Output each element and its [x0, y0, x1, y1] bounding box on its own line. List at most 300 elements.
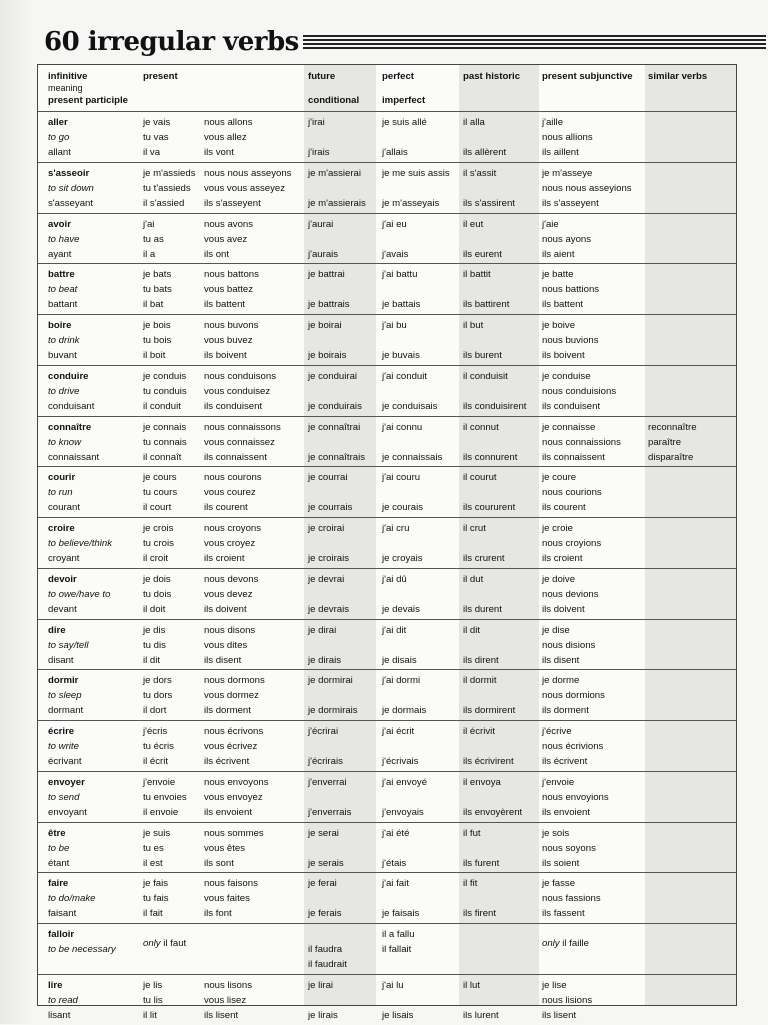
header-present-subjunctive: present subjunctive	[542, 71, 633, 82]
header-past-historic: past historic	[463, 71, 521, 82]
past-historic-plural: ils s'assirent	[463, 197, 515, 209]
present-plural-2: vous connaissez	[204, 436, 275, 448]
subjunctive-1: je dise	[542, 624, 570, 636]
verb-imperfect: je croyais	[382, 553, 423, 564]
verb-meaning: to drive	[48, 385, 80, 397]
verb-conditional: j'aurais	[308, 248, 339, 260]
verb-row	[38, 872, 736, 923]
subjunctive-3: ils écrivent	[542, 756, 588, 767]
verb-row	[38, 974, 736, 1025]
verb-future: j'enverrai	[308, 776, 347, 788]
verb-conditional: je dirais	[308, 654, 342, 666]
verb-imperfect: il fallait	[382, 944, 412, 955]
verb-future: je ferai	[308, 878, 337, 890]
subjunctive-1: je croie	[542, 523, 573, 534]
subjunctive-2: nous croyions	[542, 538, 602, 549]
present-plural-2: vous faites	[204, 893, 250, 905]
verb-imperfect: je faisais	[382, 908, 420, 920]
verb-participle: courant	[48, 502, 80, 514]
verb-row	[38, 669, 736, 720]
verb-future: je courrai	[308, 472, 348, 484]
past-historic-singular: il écrivit	[463, 726, 495, 737]
present-plural-3: ils écrivent	[204, 756, 250, 767]
present-plural-2: vous buvez	[204, 335, 253, 346]
present-singular-2: tu dors	[143, 690, 173, 702]
verb-conditional: je battrais	[308, 299, 350, 311]
verb-row	[38, 923, 736, 974]
present-singular-2: tu fais	[143, 893, 169, 905]
verb-infinitive: croire	[48, 523, 75, 534]
subjunctive-2: nous battions	[542, 284, 600, 296]
header-present-participle: present participle	[48, 95, 128, 106]
subjunctive-1: j'envoie	[542, 776, 575, 788]
verb-meaning: to say/tell	[48, 639, 89, 651]
verb-infinitive: avoir	[48, 218, 71, 230]
present-singular-3: il conduit	[143, 400, 181, 412]
verb-imperfect: j'étais	[382, 857, 407, 869]
present-plural-2: vous croyez	[204, 538, 256, 549]
verb-perfect: il a fallu	[382, 929, 415, 940]
subjunctive-3: ils connaissent	[542, 451, 605, 463]
present-singular-1: je bats	[143, 269, 172, 281]
present-plural-2: vous avez	[204, 233, 248, 245]
present-only-prefix: only	[143, 938, 161, 949]
present-plural-2: vous devez	[204, 588, 253, 600]
verb-imperfect: j'envoyais	[382, 806, 424, 818]
verb-meaning: to go	[48, 132, 70, 143]
present-singular-1: j'ai	[143, 218, 155, 230]
verb-perfect: j'ai eu	[382, 218, 407, 230]
verb-row	[38, 314, 736, 365]
verb-imperfect: je conduisais	[382, 400, 438, 412]
verb-future: je serai	[308, 827, 339, 839]
present-singular-3: il dort	[143, 705, 167, 717]
past-historic-singular: il fut	[463, 827, 481, 839]
verb-conditional: il faudrait	[308, 959, 347, 970]
verb-participle: étant	[48, 857, 70, 869]
subjunctive-3: ils soient	[542, 857, 580, 869]
present-plural-1: nous lisons	[204, 979, 252, 991]
verb-conditional: j'enverrais	[308, 806, 352, 818]
present-singular-3: il s'assied	[143, 197, 185, 209]
page-title: 60 irregular verbs	[44, 27, 299, 57]
verb-infinitive: faire	[48, 878, 69, 890]
verb-conditional: je m'assierais	[308, 197, 366, 209]
verb-perfect: j'ai cru	[382, 523, 410, 534]
verb-meaning: to beat	[48, 284, 78, 296]
subjunctive-3: ils s'asseyent	[542, 197, 599, 209]
present-plural-2: vous dites	[204, 639, 248, 651]
past-historic-singular: il lut	[463, 979, 481, 991]
present-plural-1: nous croyons	[204, 523, 262, 534]
verb-row	[38, 619, 736, 670]
present-plural-3: ils connaissent	[204, 451, 267, 463]
past-historic-singular: il but	[463, 320, 484, 331]
present-plural-1: nous connaissons	[204, 421, 281, 433]
past-historic-plural: ils écrivirent	[463, 756, 514, 767]
present-singular-2: tu t'assieds	[143, 182, 191, 194]
verb-participle: disant	[48, 654, 74, 666]
verb-participle: s'asseyant	[48, 197, 94, 209]
verb-infinitive: connaître	[48, 421, 92, 433]
subjunctive-3: ils fassent	[542, 908, 585, 920]
present-singular-3: il va	[143, 147, 161, 158]
subjunctive-3: ils aient	[542, 248, 575, 260]
subjunctive-1: je batte	[542, 269, 574, 281]
present-plural-1: nous conduisons	[204, 370, 277, 382]
past-historic-plural: ils dirent	[463, 654, 499, 666]
verb-row	[38, 720, 736, 771]
present-plural-1: nous allons	[204, 117, 253, 128]
subjunctive-3: ils boivent	[542, 350, 585, 361]
verb-perfect: j'ai envoyé	[382, 776, 428, 788]
past-historic-singular: il dit	[463, 624, 481, 636]
verb-table	[37, 64, 737, 1021]
verb-participle: croyant	[48, 553, 80, 564]
subjunctive-2: nous fassions	[542, 893, 601, 905]
present-plural-2: vous lisez	[204, 994, 247, 1006]
verb-imperfect: je devais	[382, 603, 420, 615]
verb-participle: faisant	[48, 908, 77, 920]
present-plural-1: nous dormons	[204, 675, 265, 687]
past-historic-plural: ils furent	[463, 857, 500, 869]
subjunctive-3: ils envoient	[542, 806, 590, 818]
subjunctive-2: nous allions	[542, 132, 593, 143]
verb-perfect: j'ai été	[382, 827, 410, 839]
past-historic-plural: ils allèrent	[463, 147, 507, 158]
present-singular-3: il écrit	[143, 756, 169, 767]
past-historic-singular: il fit	[463, 878, 478, 890]
verb-infinitive: dormir	[48, 675, 79, 687]
verb-conditional: je devrais	[308, 603, 350, 615]
verb-row	[38, 517, 736, 568]
similar-verb-3: disparaître	[648, 451, 694, 463]
past-historic-singular: il s'assit	[463, 167, 497, 179]
present-plural-2: vous écrivez	[204, 741, 258, 752]
verb-row	[38, 111, 736, 162]
present-singular-2: tu bois	[143, 335, 172, 346]
subjunctive-1: je lise	[542, 979, 567, 991]
verb-infinitive: lire	[48, 979, 63, 991]
verb-perfect: je me suis assis	[382, 167, 450, 179]
present-singular-1: je lis	[143, 979, 163, 991]
present-singular-2: tu cours	[143, 487, 178, 499]
verb-meaning: to drink	[48, 335, 80, 346]
present-plural-2: vous envoyez	[204, 791, 263, 803]
verb-conditional: je courrais	[308, 502, 353, 514]
present-only	[143, 936, 186, 951]
verb-row	[38, 365, 736, 416]
verb-perfect: j'ai couru	[382, 472, 421, 484]
subjunctive-2: nous nous asseyions	[542, 182, 632, 194]
verb-infinitive: dire	[48, 624, 66, 636]
verb-meaning: to read	[48, 994, 78, 1006]
present-singular-3: il bat	[143, 299, 164, 311]
verb-perfect: j'ai dit	[382, 624, 407, 636]
present-plural-1: nous devons	[204, 573, 259, 585]
verb-participle: conduisant	[48, 400, 95, 412]
header-meaning: meaning	[48, 83, 83, 93]
verb-imperfect: je connaissais	[382, 451, 443, 463]
past-historic-singular: il dormit	[463, 675, 497, 687]
verb-conditional: j'irais	[308, 147, 330, 158]
present-singular-2: tu conduis	[143, 385, 187, 397]
header-similar-verbs: similar verbs	[648, 71, 708, 82]
verb-future: je battrai	[308, 269, 345, 281]
subjunctive-only-prefix: only	[542, 938, 560, 949]
past-historic-singular: il crut	[463, 523, 486, 534]
verb-future: il faudra	[308, 944, 343, 955]
present-plural-2: vous allez	[204, 132, 247, 143]
present-singular-1: j'écris	[143, 726, 168, 737]
subjunctive-3: ils dorment	[542, 705, 589, 717]
verb-imperfect: j'allais	[382, 147, 408, 158]
present-singular-1: je suis	[143, 827, 171, 839]
present-singular-3: il a	[143, 248, 156, 260]
present-only-form: il faut	[163, 938, 187, 949]
present-singular-3: il dit	[143, 654, 161, 666]
past-historic-singular: il dut	[463, 573, 484, 585]
verb-participle: buvant	[48, 350, 77, 361]
verb-future: je connaîtrai	[308, 421, 361, 433]
present-plural-3: ils doivent	[204, 603, 247, 615]
present-singular-1: je dors	[143, 675, 172, 687]
subjunctive-3: ils aillent	[542, 147, 579, 158]
present-singular-2: tu vas	[143, 132, 169, 143]
present-singular-3: il court	[143, 502, 172, 514]
past-historic-singular: il alla	[463, 117, 485, 128]
past-historic-plural: ils burent	[463, 350, 502, 361]
verb-future: je conduirai	[308, 370, 358, 382]
verb-infinitive: s'asseoir	[48, 167, 90, 179]
present-plural-3: ils conduisent	[204, 400, 263, 412]
present-plural-1: nous faisons	[204, 878, 258, 890]
verb-imperfect: je courais	[382, 502, 424, 514]
verb-meaning: to be necessary	[48, 944, 116, 955]
present-plural-3: ils ont	[204, 248, 230, 260]
verb-infinitive: falloir	[48, 929, 75, 940]
verb-participle: écrivant	[48, 756, 82, 767]
header-conditional: conditional	[308, 95, 360, 106]
verb-conditional: je croirais	[308, 553, 350, 564]
verb-meaning: to sleep	[48, 690, 82, 702]
verb-perfect: j'ai conduit	[382, 370, 428, 382]
present-singular-3: il envoie	[143, 806, 179, 818]
verb-perfect: j'ai lu	[382, 979, 404, 991]
past-historic-plural: ils coururent	[463, 502, 516, 514]
verb-conditional: je dormirais	[308, 705, 358, 717]
verb-infinitive: conduire	[48, 370, 89, 382]
verb-conditional: je boirais	[308, 350, 347, 361]
similar-verb-1: reconnaître	[648, 421, 697, 433]
past-historic-plural: ils crurent	[463, 553, 505, 564]
verb-perfect: j'ai bu	[382, 320, 407, 331]
subjunctive-1: j'écrive	[542, 726, 572, 737]
header-infinitive: infinitive	[48, 71, 88, 82]
present-singular-3: il boit	[143, 350, 166, 361]
past-historic-plural: ils battirent	[463, 299, 510, 311]
present-plural-1: nous nous asseyons	[204, 167, 292, 179]
verb-infinitive: devoir	[48, 573, 77, 585]
present-singular-2: tu dis	[143, 639, 166, 651]
subjunctive-2: nous connaissions	[542, 436, 621, 448]
subjunctive-3: ils courent	[542, 502, 586, 514]
verb-meaning: to run	[48, 487, 73, 499]
subjunctive-1: je connaisse	[542, 421, 596, 433]
past-historic-plural: ils connurent	[463, 451, 518, 463]
present-plural-1: nous envoyons	[204, 776, 269, 788]
verb-future: je lirai	[308, 979, 334, 991]
page-header	[44, 24, 766, 60]
present-singular-3: il connaît	[143, 451, 182, 463]
subjunctive-1: j'aille	[542, 117, 564, 128]
verb-future: j'aurai	[308, 218, 334, 230]
subjunctive-2: nous ayons	[542, 233, 592, 245]
verb-conditional: je serais	[308, 857, 344, 869]
present-plural-3: ils dorment	[204, 705, 251, 717]
verb-imperfect: je lisais	[382, 1009, 414, 1021]
verb-infinitive: écrire	[48, 726, 75, 737]
present-singular-1: je m'assieds	[143, 167, 196, 179]
verb-row	[38, 162, 736, 213]
subjunctive-3: ils disent	[542, 654, 580, 666]
present-singular-2: tu dois	[143, 588, 172, 600]
header-perfect: perfect	[382, 71, 414, 82]
subjunctive-2: nous devions	[542, 588, 599, 600]
table-header	[38, 65, 736, 111]
verb-conditional: je connaîtrais	[308, 451, 366, 463]
subjunctive-2: nous courions	[542, 487, 602, 499]
subjunctive-3: ils croient	[542, 553, 583, 564]
present-plural-3: ils vont	[204, 147, 234, 158]
verb-meaning: to send	[48, 791, 80, 803]
present-singular-1: je bois	[143, 320, 171, 331]
verb-perfect: j'ai écrit	[382, 726, 415, 737]
past-historic-plural: ils dormirent	[463, 705, 516, 717]
verb-participle: dormant	[48, 705, 84, 717]
present-singular-1: je dis	[143, 624, 166, 636]
verb-meaning: to believe/think	[48, 538, 112, 549]
verb-imperfect: je buvais	[382, 350, 420, 361]
verb-meaning: to do/make	[48, 893, 96, 905]
verb-future: je m'assierai	[308, 167, 362, 179]
verb-row	[38, 466, 736, 517]
verb-infinitive: envoyer	[48, 776, 85, 788]
verb-participle: envoyant	[48, 806, 87, 818]
verb-conditional: j'écrirais	[308, 756, 343, 767]
past-historic-singular: il conduisit	[463, 370, 508, 382]
verb-participle: connaissant	[48, 451, 100, 463]
subjunctive-1: je dorme	[542, 675, 580, 687]
past-historic-singular: il battit	[463, 269, 491, 281]
present-plural-1: nous battons	[204, 269, 259, 281]
verb-future: j'écrirai	[308, 726, 339, 737]
past-historic-plural: ils firent	[463, 908, 497, 920]
verb-conditional: je conduirais	[308, 400, 362, 412]
present-singular-3: il est	[143, 857, 163, 869]
verb-row	[38, 213, 736, 264]
present-plural-2: vous vous asseyez	[204, 182, 286, 194]
subjunctive-1: je coure	[542, 472, 577, 484]
verb-imperfect: je battais	[382, 299, 421, 311]
present-plural-3: ils envoient	[204, 806, 252, 818]
verb-future: je boirai	[308, 320, 342, 331]
present-plural-1: nous courons	[204, 472, 262, 484]
subjunctive-1: je conduise	[542, 370, 591, 382]
present-singular-2: tu as	[143, 233, 164, 245]
present-singular-2: tu lis	[143, 994, 163, 1006]
verb-future: je dirai	[308, 624, 337, 636]
verb-participle: battant	[48, 299, 78, 311]
verb-meaning: to sit down	[48, 182, 94, 194]
verb-perfect: j'ai fait	[382, 878, 409, 890]
verb-infinitive: boire	[48, 320, 72, 331]
present-singular-3: il doit	[143, 603, 166, 615]
present-plural-3: ils croient	[204, 553, 245, 564]
header-imperfect: imperfect	[382, 95, 426, 106]
present-singular-2: tu bats	[143, 284, 172, 296]
subjunctive-2: nous soyons	[542, 842, 596, 854]
subjunctive-3: ils doivent	[542, 603, 585, 615]
present-singular-3: il fait	[143, 908, 163, 920]
verb-participle: allant	[48, 147, 71, 158]
present-singular-2: tu connais	[143, 436, 187, 448]
verb-row	[38, 263, 736, 314]
present-plural-3: ils courent	[204, 502, 248, 514]
verb-meaning: to write	[48, 741, 79, 752]
verb-perfect: j'ai dormi	[382, 675, 421, 687]
present-plural-2: vous courez	[204, 487, 256, 499]
verb-meaning: to owe/have to	[48, 588, 111, 600]
present-plural-2: vous conduisez	[204, 385, 271, 397]
verb-future: j'irai	[308, 117, 325, 128]
present-plural-1: nous disons	[204, 624, 256, 636]
present-plural-1: nous avons	[204, 218, 254, 230]
subjunctive-2: nous lisions	[542, 994, 593, 1006]
present-singular-1: je fais	[143, 878, 169, 890]
subjunctive-1: je fasse	[542, 878, 576, 890]
present-plural-1: nous écrivons	[204, 726, 264, 737]
verb-conditional: je ferais	[308, 908, 342, 920]
subjunctive-2: nous envoyions	[542, 791, 609, 803]
header-present: present	[143, 71, 178, 82]
present-singular-1: je cours	[143, 472, 177, 484]
subjunctive-3: ils lisent	[542, 1009, 577, 1021]
past-historic-plural: ils envoyèrent	[463, 806, 523, 818]
verb-meaning: to have	[48, 233, 80, 245]
present-plural-3: ils lisent	[204, 1009, 239, 1021]
subjunctive-only	[542, 936, 589, 951]
present-plural-2: vous dormez	[204, 690, 259, 702]
verb-perfect: j'ai connu	[382, 421, 423, 433]
present-singular-1: je vais	[143, 117, 171, 128]
verb-imperfect: j'avais	[382, 248, 409, 260]
verb-infinitive: aller	[48, 117, 68, 128]
present-plural-2: vous êtes	[204, 842, 246, 854]
present-plural-3: ils disent	[204, 654, 242, 666]
verb-perfect: j'ai battu	[382, 269, 418, 281]
present-singular-2: tu es	[143, 842, 164, 854]
verb-future: je croirai	[308, 523, 345, 534]
verb-row	[38, 822, 736, 873]
verb-infinitive: battre	[48, 269, 75, 281]
past-historic-singular: il eut	[463, 218, 484, 230]
present-plural-3: ils s'asseyent	[204, 197, 261, 209]
subjunctive-2: nous écrivions	[542, 741, 604, 752]
verb-row	[38, 771, 736, 822]
header-future: future	[308, 71, 336, 82]
page-gutter	[0, 0, 32, 1024]
